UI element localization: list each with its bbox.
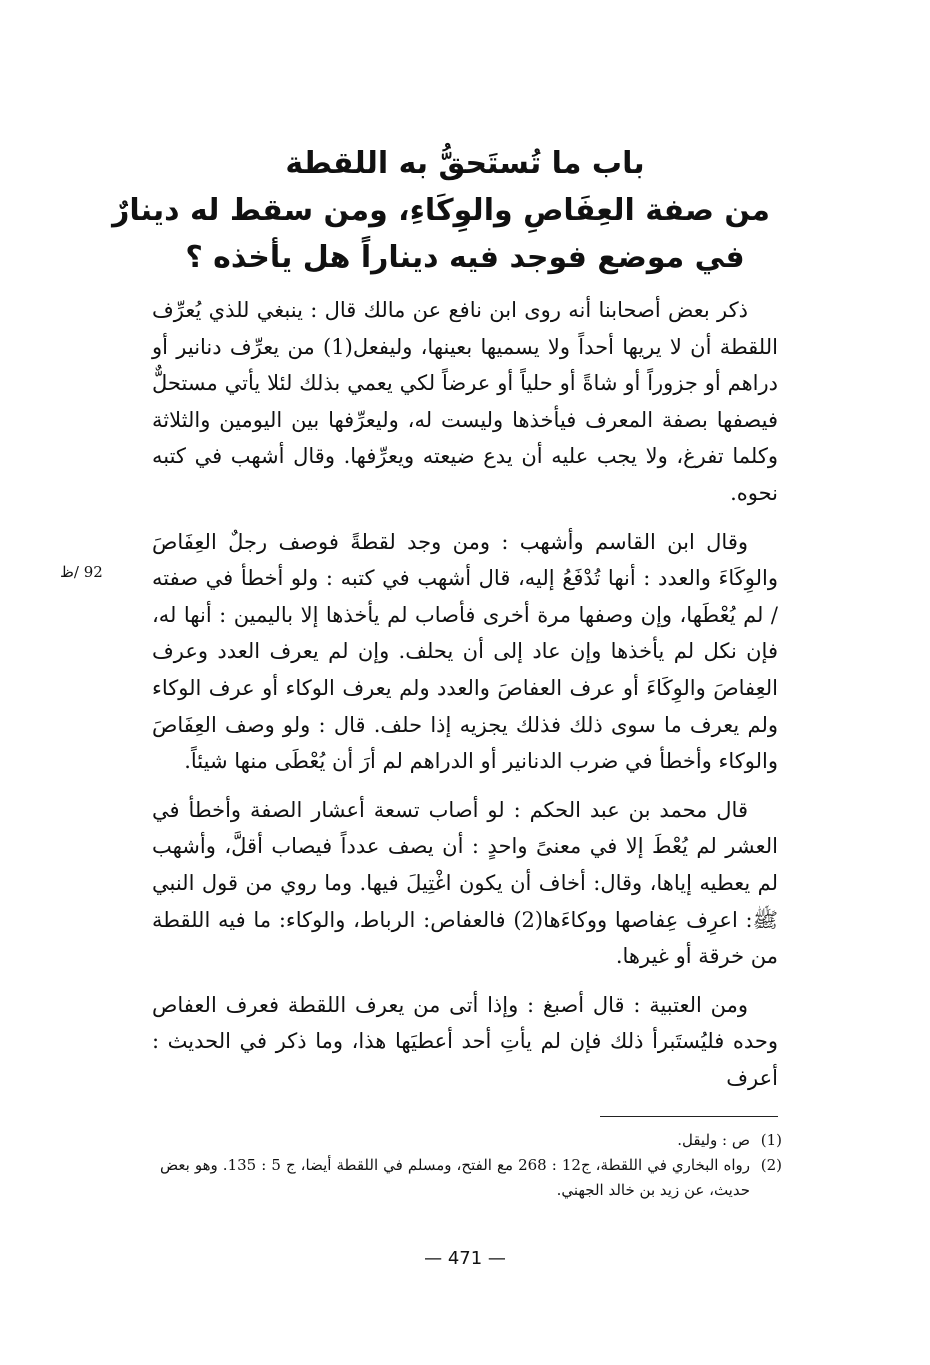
chapter-title: [112, 140, 770, 281]
paragraph-2: وقال ابن القاسم وأشهب : ومن وجد لقطةً فوصف رجلٌ العِفَاصَ والوِكَاءَ والعدد : أنها تُدْفَعُ إليه، قال أشهب في كتبه : ولو أخطأ في صفته / لم يُعْطَها، وإن وصفها مرة أخرى فأصاب لم يأخذها إلا باليمين : أنها له، فإن نكل لم يأخذها وإن عاد إلى أن يحلف. وإن لم يعرف العدد وعرف العِفاصَ والوِكَاءَ أو عرف العفاصَ والعدد ولم يعرف الوكاء أو عرف الوكاء ولم يعرف ما سوى ذلك فذلك يجزيه إذا حلف. قال : ولو وصف العِفَاصَ والوكاء وأخطأ في ضرب الدنانير أو الدراهم لم أرَ أن يُعْطَى منها شيئاً.: [152, 529, 778, 774]
paragraph-1: ذكر بعض أصحابنا أنه روى ابن نافع عن مالك قال : ينبغي للذي يُعرِّف اللقطة أن لا يريها أحداً ولا يسميها بعينها، وليفعل(1) من يعرِّف دنانير أو دراهم أو جزوراً أو شاةً أو حلياً أو عرضاً لكي يعمي بذلك لئلا يأتي مستحلٌّ فيصفها بصفة المعرف فيأخذها وليست له، وليعرِّفها بين اليومين والثلاثة وكلما تفرغ، ولا يجب عليه أن يدع ضيعته ويعرِّفها. وقال أشهب في كتبه نحوه.: [152, 298, 778, 505]
paragraph-4: ومن العتبية : قال أصبغ : وإذا أتى من يعرف اللقطة فعرف العفاص وحده فليُستَبرأ ذلك فإن لم يأتِ أحد أعطيَها هذا، وما ذكر في الحديث : أعرف: [152, 992, 778, 1090]
title-line-3: في موضع فوجد فيه ديناراً هل يأخذه ؟: [185, 240, 745, 275]
footnote-number: (1): [760, 1131, 782, 1149]
footnote-divider: [600, 1116, 778, 1117]
main-text: [152, 292, 778, 1096]
manuscript-folio-note: 92 /ظ: [60, 563, 103, 581]
title-line-1: باب ما تُستَحقُّ به اللقطة: [285, 146, 645, 181]
footnote-1: [160, 1128, 782, 1153]
page-number: — 471 —: [424, 1248, 506, 1269]
title-line-2: من صفة العِفَاصِ والوِكَاءِ، ومن سقط له دينارٌ: [112, 193, 770, 228]
footnote-text: رواه البخاري في اللقطة، ج12 : 268 مع الفتح، ومسلم في اللقطة أيضا، ج 5 : 135. وهو بعض حديث، عن زيد بن خالد الجهني.: [160, 1156, 750, 1199]
footnotes: [160, 1128, 782, 1203]
paragraph-3: قال محمد بن عبد الحكم : لو أصاب تسعة أعشار الصفة وأخطأ في العشر لم يُعْطَ إلا في معنىً واحدٍ : أن يصف عدداً فيصاب أقلَّ، وأشهب لم يعطيه إياها، وقال: أخاف أن يكون اغْتِيلَ فيها. وما روي من قول النبي ﷺ: اعرِف عِفاصها ووكاءَها(2) فالعفاص: الرباط، والوكاء: ما فيه اللقطة من خرقة أو غيرها.: [152, 797, 778, 969]
footnote-number: (2): [760, 1156, 782, 1174]
footnote-2: [160, 1153, 782, 1203]
footnote-text: ص : وليقل.: [677, 1131, 750, 1149]
